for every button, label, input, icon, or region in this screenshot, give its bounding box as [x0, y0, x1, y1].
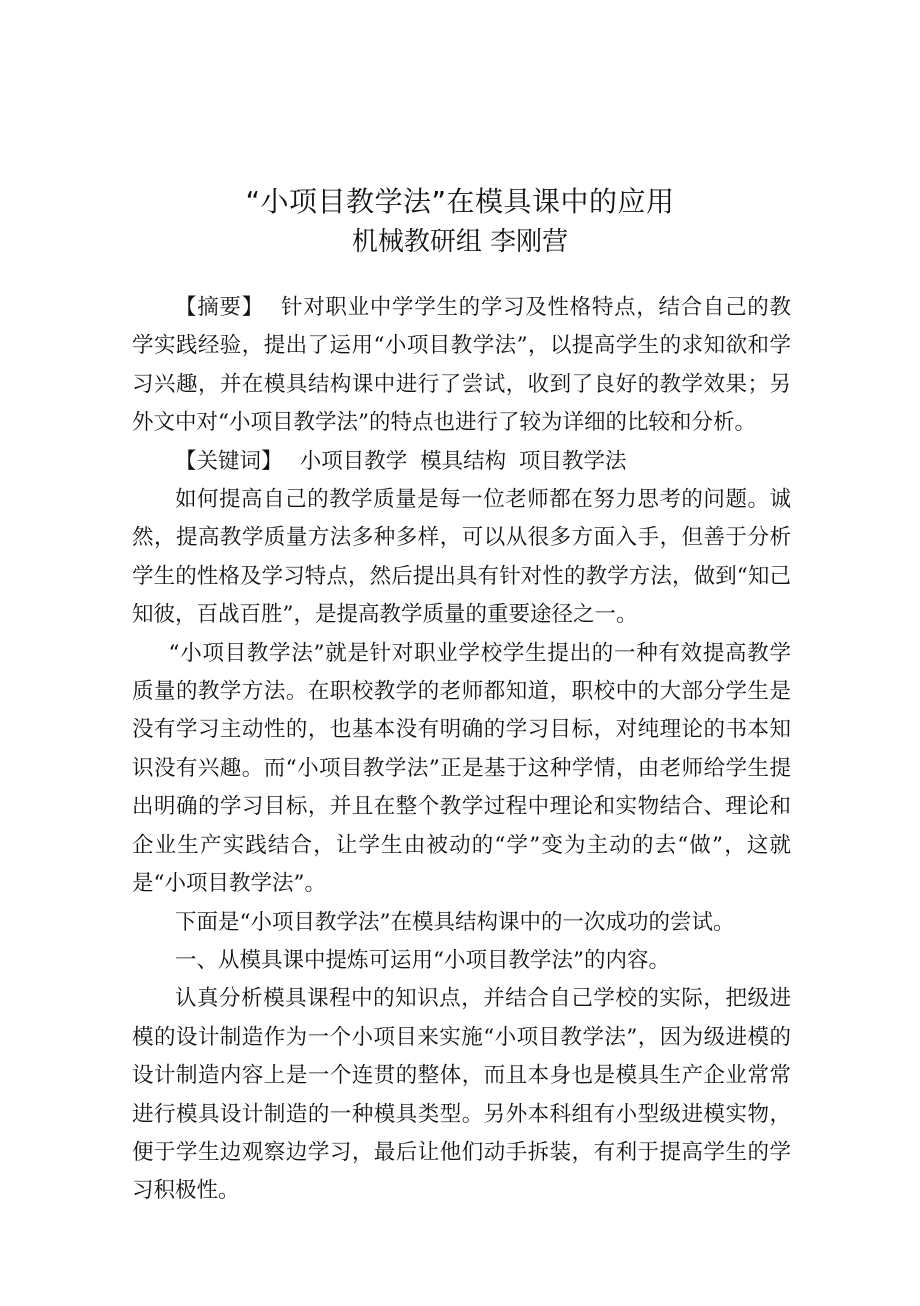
body-paragraph: 如何提高自己的教学质量是每一位老师都在努力思考的问题。诚然，提高教学质量方法多种多样，可以从很多方面入手，但善于分析学生的性格及学习特点，然后提出具有针对性的教学方法，做到“知己知彼，百战百胜”，是提高教学质量的重要途径之一。 [132, 487, 791, 628]
abstract-paragraph [132, 289, 791, 443]
keywords-label: 【关键词】 [175, 448, 283, 474]
section-heading: 一、从模具课中提炼可运用“小项目教学法”的内容。 [175, 947, 670, 973]
keyword-item: 小项目教学 [299, 448, 408, 474]
body-paragraph: 下面是“小项目教学法”在模具结构课中的一次成功的尝试。 [175, 909, 735, 935]
document-body [132, 289, 791, 1211]
keywords-paragraph [132, 443, 791, 481]
abstract-label: 【摘要】 [175, 295, 264, 320]
keyword-item: 模具结构 [420, 448, 507, 474]
keyword-item: 项目教学法 [519, 448, 627, 474]
abstract-text: 针对职业中学学生的学习及性格特点，结合自己的教学实践经验，提出了运用“小项目教学法”，以提高学生的求知欲和学习兴趣，并在模具结构课中进行了尝试，收到了良好的教学效果；另外文中对“小项目教学法”的特点也进行了较为详细的比较和分析。 [132, 295, 791, 436]
body-paragraph: 认真分析模具课程中的知识点，并结合自己学校的实际，把级进模的设计制造作为一个小项目来实施“小项目教学法”，因为级进模的设计制造内容上是一个连贯的整体，而且本身也是模具生产企业常常进行模具设计制造的一种模具类型。另外本科组有小型级进模实物，便于学生边观察边学习，最后让他们动手拆装，有利于提高学生的学习积极性。 [132, 986, 791, 1204]
author-byline: 机械教研组 李刚营 [351, 227, 569, 257]
document-title: “小项目教学法”在模具课中的应用 [245, 185, 675, 218]
body-paragraph: “小项目教学法”就是针对职业学校学生提出的一种有效提高教学质量的教学方法。在职校教学的老师都知道，职校中的大部分学生是没有学习主动性的，也基本没有明确的学习目标，对纯理论的书本知识没有兴趣。而“小项目教学法”正是基于这种学情，由老师给学生提出明确的学习目标，并且在整个教学过程中理论和实物结合、理论和企业生产实践结合，让学生由被动的“学”变为主动的去“做”，这就是“小项目教学法”。 [132, 640, 791, 897]
